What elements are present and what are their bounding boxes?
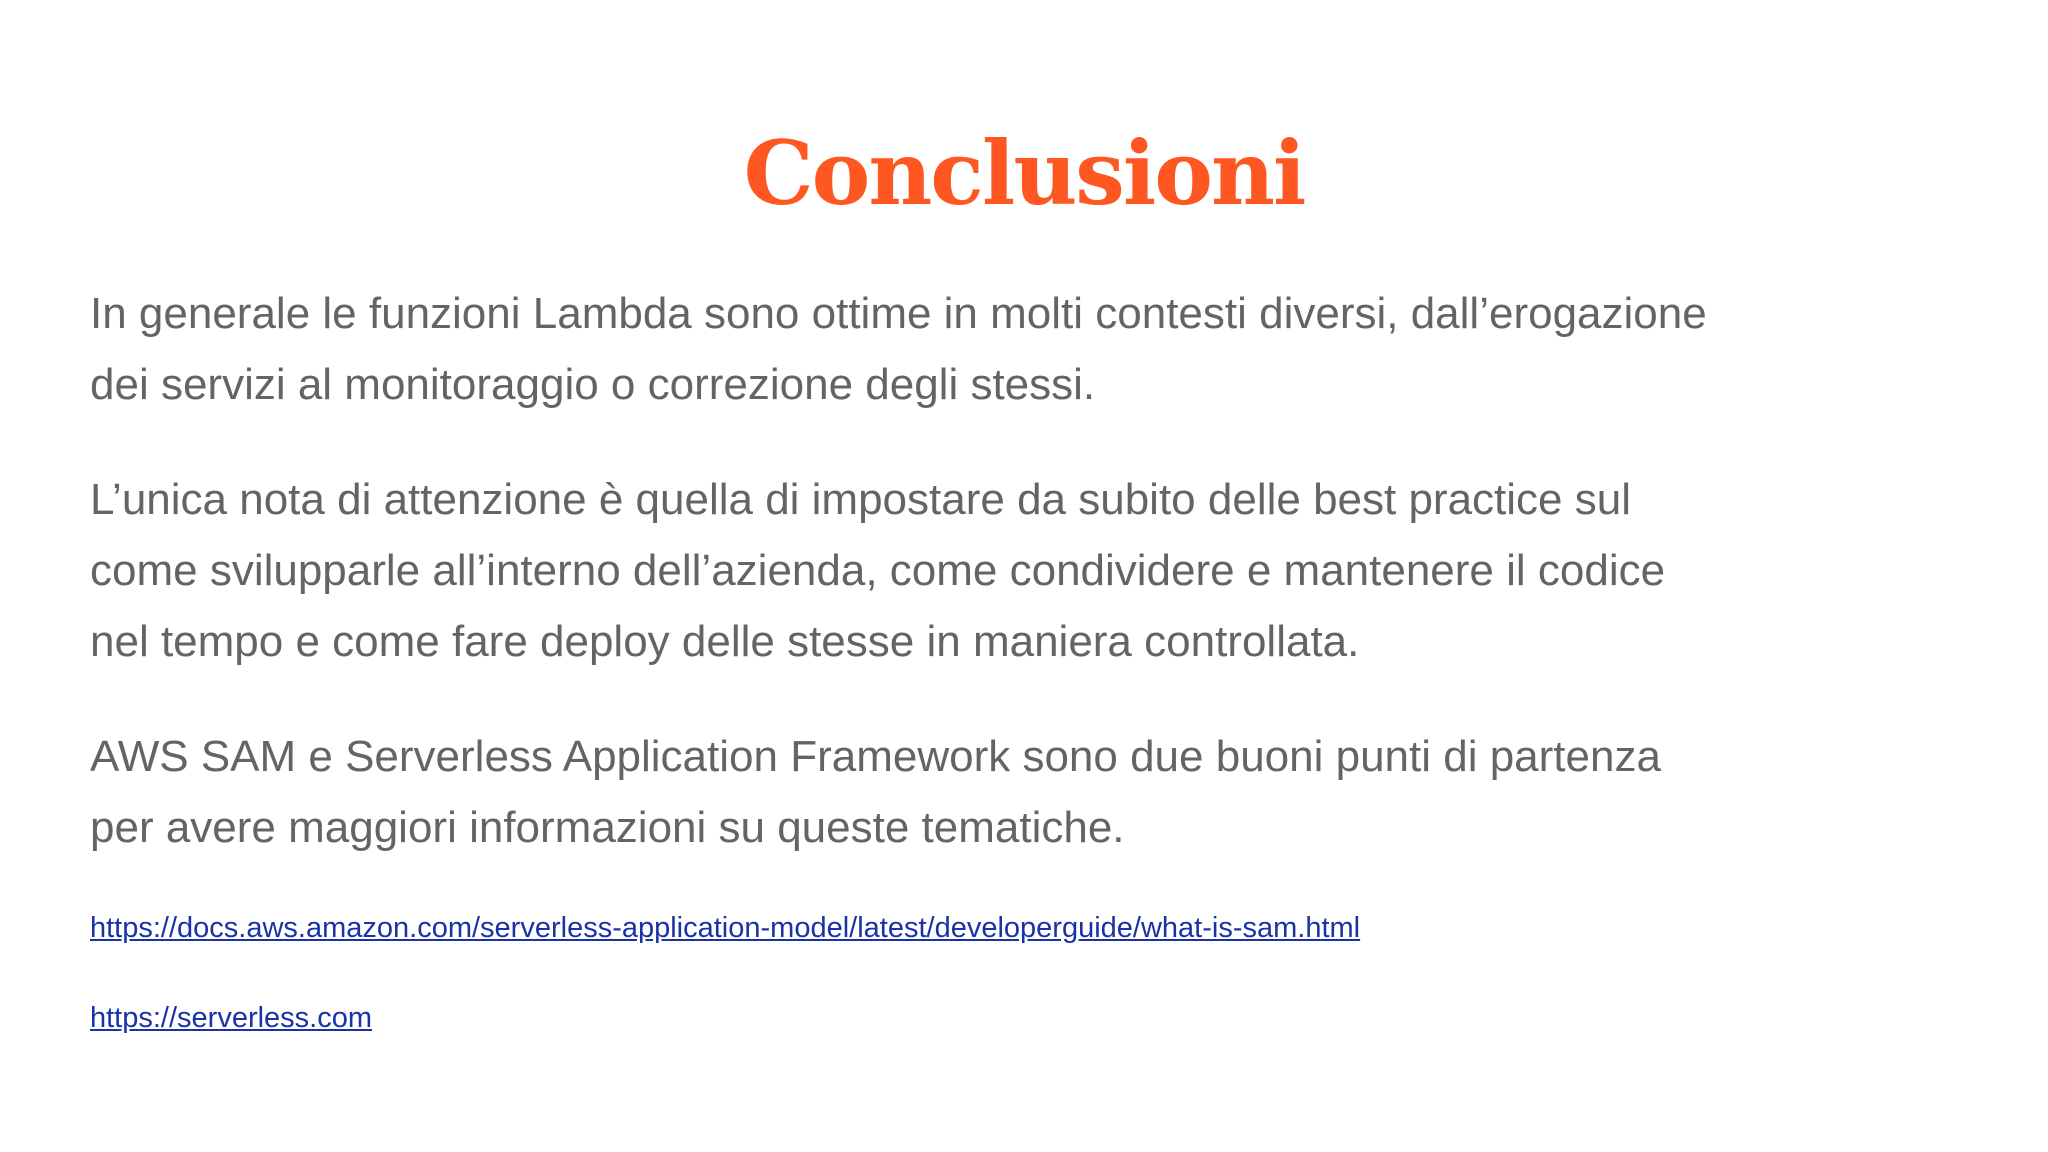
slide-title: Conclusioni (743, 121, 1305, 225)
slide-body (90, 278, 2020, 907)
paragraph-lambda-overview (90, 278, 2020, 420)
serverless-link[interactable]: https://serverless.com (90, 1002, 373, 1034)
paragraph-line: dei servizi al monitoraggio o correzione degli stessi. (90, 360, 1096, 409)
paragraph-best-practices (90, 464, 2020, 677)
paragraph-line: In generale le funzioni Lambda sono ottime in molti contesti diversi, dall’erogazione (90, 289, 1707, 338)
paragraph-line: AWS SAM e Serverless Application Framework sono due buoni punti di partenza (90, 732, 1661, 781)
link-row-serverless (90, 998, 372, 1038)
paragraph-line: per avere maggiori informazioni su queste tematiche. (90, 803, 1125, 852)
paragraph-frameworks (90, 721, 2020, 863)
paragraph-line: nel tempo e come fare deploy delle stesse in maniera controllata. (90, 617, 1360, 666)
aws-sam-docs-link[interactable]: https://docs.aws.amazon.com/serverless-application-model/latest/developerguide/what-is-sam.html (90, 912, 1361, 944)
link-row-aws-sam (90, 908, 1360, 948)
paragraph-line: L’unica nota di attenzione è quella di impostare da subito delle best practice sul (90, 475, 1631, 524)
paragraph-line: come svilupparle all’interno dell’azienda, come condividere e mantenere il codice (90, 546, 1666, 595)
